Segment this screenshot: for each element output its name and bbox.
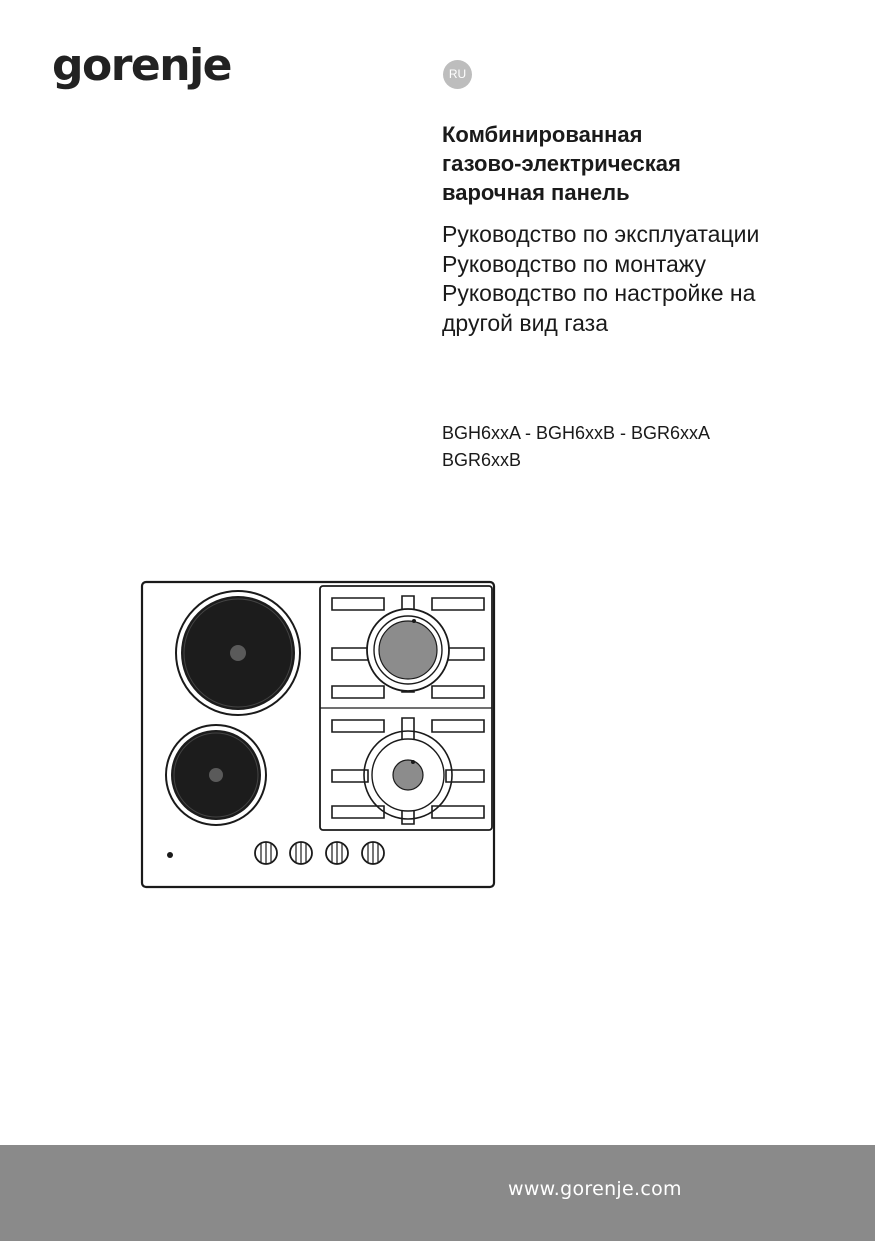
language-badge: RU bbox=[443, 60, 472, 89]
model-line: BGR6xxB bbox=[442, 450, 522, 470]
control-knob bbox=[255, 842, 277, 864]
gorenje-logo: gorenje bbox=[52, 40, 232, 91]
title-line: Комбинированная bbox=[442, 122, 643, 147]
model-numbers bbox=[442, 420, 862, 474]
document-title bbox=[442, 120, 862, 207]
power-indicator bbox=[167, 852, 173, 858]
electric-plate-large bbox=[176, 591, 300, 715]
manual-line: Руководство по монтажу bbox=[442, 250, 706, 277]
manual-list bbox=[442, 220, 862, 338]
footer-bar bbox=[0, 1145, 875, 1241]
website-link[interactable]: www.gorenje.com bbox=[508, 1178, 682, 1200]
control-knob bbox=[326, 842, 348, 864]
manual-line: другой вид газа bbox=[442, 309, 608, 336]
electric-plate-small bbox=[166, 725, 266, 825]
hob-illustration bbox=[140, 580, 498, 890]
title-line: варочная панель bbox=[442, 180, 630, 205]
model-line: BGH6xxA - BGH6xxB - BGR6xxA bbox=[442, 423, 711, 443]
manual-line: Руководство по эксплуатации bbox=[442, 221, 760, 247]
manual-line: Руководство по настройке на bbox=[442, 280, 756, 306]
gas-burner-large bbox=[367, 609, 449, 691]
title-line: газово-электрическая bbox=[442, 151, 681, 176]
gas-burner-small bbox=[364, 731, 452, 819]
control-knob bbox=[290, 842, 312, 864]
control-knob bbox=[362, 842, 384, 864]
